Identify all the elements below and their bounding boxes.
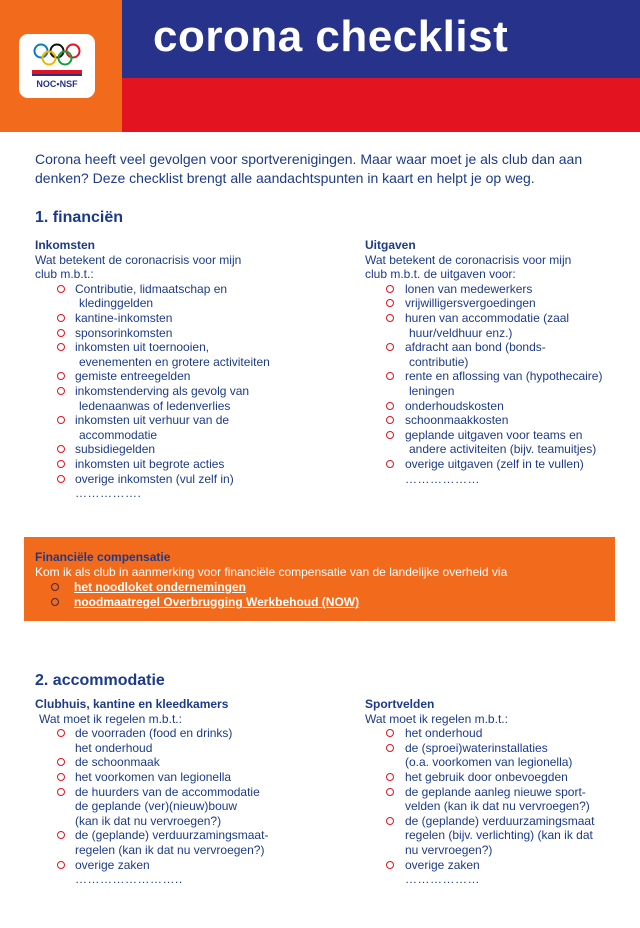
list-item-line: inkomsten uit toernooien, (75, 340, 210, 355)
checkbox-circle-icon[interactable] (386, 299, 394, 307)
list-item-line: de voorraden (food en drinks) (75, 726, 233, 741)
sportvelden-intro: Wat moet ik regelen m.b.t.: (365, 711, 508, 726)
list-item-line: afdracht aan bond (bonds- (405, 340, 546, 355)
list-item[interactable] (365, 858, 635, 873)
list-item-line: de (geplande) verduurzamingsmaat- (75, 828, 269, 843)
clubhuis-column (35, 697, 335, 887)
inkomsten-title: Inkomsten (35, 238, 96, 252)
inkomsten-fill-dots: ……………. (75, 486, 142, 501)
checkbox-circle-icon[interactable] (386, 788, 394, 796)
list-item[interactable] (35, 369, 335, 384)
list-item-line: velden (kan ik dat nu vervroegen?) (405, 799, 590, 814)
clubhuis-list (35, 726, 335, 872)
list-item-line: overige zaken (75, 857, 150, 872)
list-item-line: inkomsten uit begrote acties (75, 456, 225, 471)
section-heading-accommodatie: 2. accommodatie (35, 672, 165, 689)
checkbox-circle-icon[interactable] (386, 744, 394, 752)
list-item-line: subsidiegelden (75, 442, 156, 457)
checkbox-circle-icon[interactable] (57, 329, 65, 337)
inkomsten-intro-line1: Wat betekent de coronacrisis voor mijn (35, 252, 242, 267)
uitgaven-column (365, 238, 635, 486)
checkbox-circle-icon[interactable] (386, 314, 394, 322)
uitgaven-intro-line1: Wat betekent de coronacrisis voor mijn (365, 252, 572, 267)
list-item[interactable] (365, 814, 635, 858)
noc-nsf-logo (19, 34, 95, 98)
list-item[interactable] (35, 726, 335, 755)
list-item-line: vrijwilligersvergoedingen (405, 296, 536, 311)
uitgaven-list (365, 282, 635, 472)
bullet-icon (51, 598, 59, 606)
list-item-line: schoonmaakkosten (405, 413, 509, 428)
list-item-line: de geplande (ver)(nieuw)bouw (75, 799, 238, 814)
inkomsten-column (35, 238, 335, 501)
list-item-line: (o.a. voorkomen van legionella) (405, 755, 573, 770)
checkbox-circle-icon[interactable] (386, 402, 394, 410)
inkomsten-list (35, 282, 335, 486)
checkbox-circle-icon[interactable] (57, 861, 65, 869)
list-item-line: contributie) (409, 354, 469, 369)
inkomsten-intro-line2: club m.b.t.: (35, 267, 94, 282)
list-item[interactable] (365, 428, 635, 457)
list-item[interactable] (35, 472, 335, 487)
checkbox-circle-icon[interactable] (57, 831, 65, 839)
checkbox-circle-icon[interactable] (386, 343, 394, 351)
checkbox-circle-icon[interactable] (57, 387, 65, 395)
list-item[interactable] (35, 340, 335, 369)
list-item-line: onderhoudskosten (405, 398, 504, 413)
list-item[interactable] (365, 282, 635, 297)
compensatie-box (24, 537, 615, 621)
list-item-line: Contributie, lidmaatschap en (75, 281, 228, 296)
checkbox-circle-icon[interactable] (57, 416, 65, 424)
sportvelden-title: Sportvelden (365, 697, 435, 711)
checkbox-circle-icon[interactable] (386, 416, 394, 424)
checkbox-circle-icon[interactable] (57, 285, 65, 293)
list-item-line: accommodatie (79, 427, 158, 442)
list-item-line: de huurders van de accommodatie (75, 784, 260, 799)
list-item (35, 595, 615, 610)
list-item-line: evenementen en grotere activiteiten (79, 354, 270, 369)
list-item-line: het voorkomen van legionella (75, 769, 232, 784)
list-item-line: overige zaken (405, 857, 480, 872)
sportvelden-list (365, 726, 635, 872)
list-item-line: het onderhoud (75, 740, 153, 755)
list-item[interactable] (35, 413, 335, 442)
link-noodloket[interactable]: het noodloket ondernemingen (74, 580, 247, 594)
list-item-line: leningen (409, 383, 455, 398)
checkbox-circle-icon[interactable] (386, 431, 394, 439)
list-item[interactable] (35, 828, 335, 857)
checkbox-circle-icon[interactable] (386, 861, 394, 869)
list-item-line: gemiste entreegelden (75, 369, 191, 384)
clubhuis-fill-dots: …………………….. (75, 872, 183, 887)
checkbox-circle-icon[interactable] (386, 285, 394, 293)
page-title: corona checklist (153, 12, 509, 61)
list-item[interactable] (35, 442, 335, 457)
uitgaven-title: Uitgaven (365, 238, 416, 252)
list-item-line: regelen (kan ik dat nu vervroegen?) (75, 842, 265, 857)
list-item-line: huren van accommodatie (zaal (405, 310, 570, 325)
list-item[interactable] (35, 326, 335, 341)
list-item-line: inkomstenderving als gevolg van (75, 383, 250, 398)
sportvelden-fill-dots: ……………… (405, 872, 480, 887)
list-item[interactable] (365, 741, 635, 770)
uitgaven-intro-line2: club m.b.t. de uitgaven voor: (365, 267, 516, 282)
list-item-line: andere activiteiten (bijv. teamuitjes) (409, 442, 597, 457)
list-item-line: regelen (bijv. verlichting) (kan ik dat (405, 828, 593, 843)
list-item-line: inkomsten uit verhuur van de (75, 413, 230, 428)
list-item[interactable] (35, 770, 335, 785)
list-item[interactable] (35, 785, 335, 829)
list-item[interactable] (35, 282, 335, 311)
olympic-rings-icon (32, 42, 82, 68)
list-item[interactable] (35, 311, 335, 326)
list-item[interactable] (365, 311, 635, 340)
list-item-line: huur/veldhuur enz.) (409, 325, 513, 340)
list-item-line: de geplande aanleg nieuwe sport- (405, 784, 586, 799)
list-item-line: nu vervroegen?) (405, 842, 493, 857)
list-item[interactable] (365, 340, 635, 369)
list-item-line: de (geplande) verduurzamingsmaat (405, 813, 595, 828)
checkbox-circle-icon[interactable] (386, 460, 394, 468)
list-item[interactable] (35, 384, 335, 413)
list-item-line: het onderhoud (405, 726, 483, 741)
checkbox-circle-icon[interactable] (57, 460, 65, 468)
compensatie-text: Kom ik als club in aanmerking voor financiële compensatie van de landelijke overheid via (35, 565, 508, 579)
list-item-line: kledinggelden (79, 296, 154, 311)
header-red-band (122, 78, 640, 132)
list-item-line: ledenaanwas of ledenverlies (79, 398, 231, 413)
checkbox-circle-icon[interactable] (57, 343, 65, 351)
list-item-line: lonen van medewerkers (405, 281, 533, 296)
logo-text: NOC•NSF (36, 79, 78, 89)
checkbox-circle-icon[interactable] (386, 773, 394, 781)
checkbox-circle-icon[interactable] (57, 773, 65, 781)
list-item[interactable] (365, 457, 635, 472)
list-item[interactable] (35, 858, 335, 873)
link-now[interactable]: noodmaatregel Overbrugging Werkbehoud (NOW) (74, 595, 360, 609)
checkbox-circle-icon[interactable] (57, 475, 65, 483)
list-item-line: sponsorinkomsten (75, 325, 173, 340)
list-item-line: (kan ik dat nu vervroegen?) (75, 813, 222, 828)
checkbox-circle-icon[interactable] (386, 817, 394, 825)
list-item[interactable] (35, 755, 335, 770)
list-item[interactable] (35, 457, 335, 472)
intro-paragraph: Corona heeft veel gevolgen voor sportverenigingen. Maar waar moet je als club dan aan denken? Deze checklist brengt alle aandachtspunten in kaart en helpt je op weg. (35, 151, 583, 186)
clubhuis-intro: Wat moet ik regelen m.b.t.: (39, 711, 182, 726)
list-item[interactable] (365, 369, 635, 398)
list-item[interactable] (365, 399, 635, 414)
checkbox-circle-icon[interactable] (386, 372, 394, 380)
list-item-line: overige inkomsten (vul zelf in) (75, 471, 234, 486)
list-item-line: rente en aflossing van (hypothecaire) (405, 369, 603, 384)
list-item-line: kantine-inkomsten (75, 310, 173, 325)
list-item-line: geplande uitgaven voor teams en (405, 427, 583, 442)
list-item[interactable] (365, 726, 635, 741)
list-item-line: de schoonmaak (75, 755, 160, 770)
checkbox-circle-icon[interactable] (57, 314, 65, 322)
list-item-line: de (sproei)waterinstallaties (405, 740, 548, 755)
clubhuis-title: Clubhuis, kantine en kleedkamers (35, 697, 229, 711)
checkbox-circle-icon[interactable] (57, 372, 65, 380)
list-item-line: overige uitgaven (zelf in te vullen) (405, 456, 584, 471)
list-item[interactable] (365, 413, 635, 428)
list-item[interactable] (365, 785, 635, 814)
list-item (35, 580, 615, 595)
uitgaven-fill-dots: ……………… (405, 471, 480, 486)
checkbox-circle-icon[interactable] (57, 758, 65, 766)
list-item[interactable] (365, 296, 635, 311)
bullet-icon (51, 583, 59, 591)
section-heading-financien: 1. financiën (35, 209, 124, 226)
checkbox-circle-icon[interactable] (57, 729, 65, 737)
compensatie-title: Financiële compensatie (35, 550, 171, 564)
list-item-line: het gebruik door onbevoegden (405, 769, 568, 784)
checkbox-circle-icon[interactable] (57, 788, 65, 796)
sportvelden-column (365, 697, 635, 887)
checkbox-circle-icon[interactable] (57, 445, 65, 453)
checkbox-circle-icon[interactable] (386, 729, 394, 737)
list-item[interactable] (365, 770, 635, 785)
